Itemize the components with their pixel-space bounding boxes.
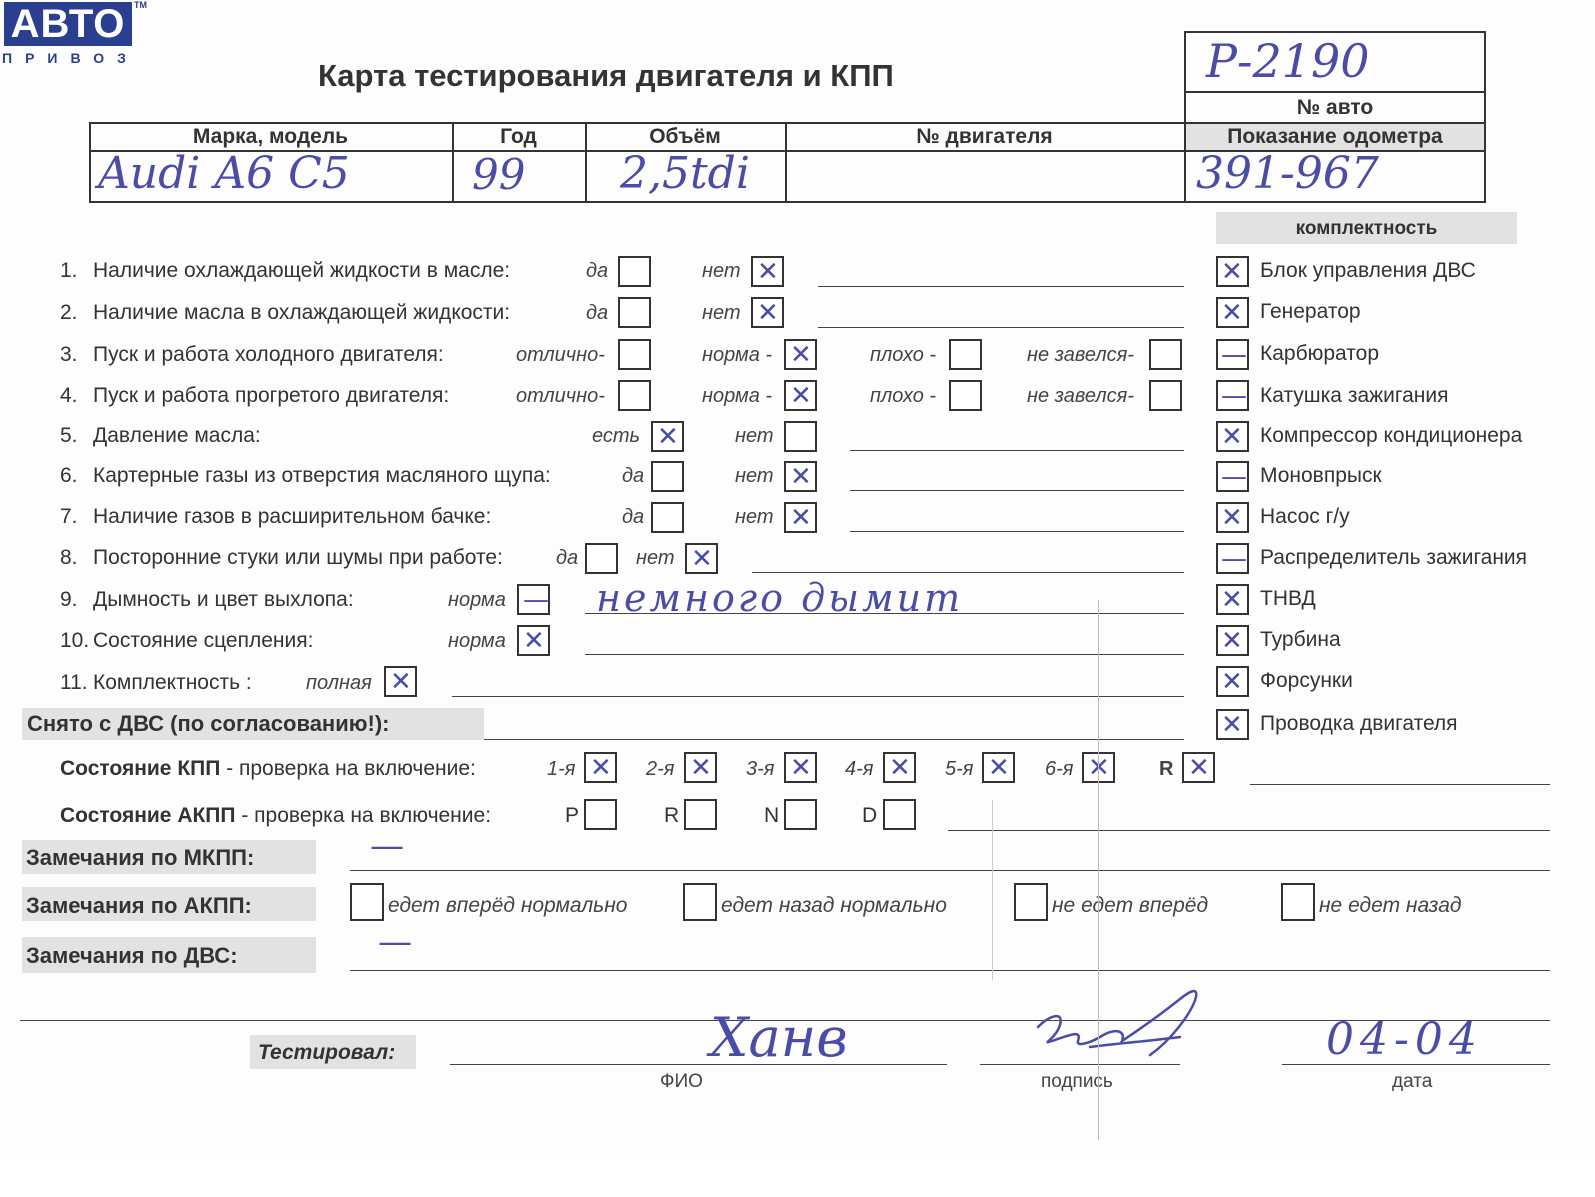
exhaust-note-value: немного дымит [596,576,964,620]
fio-label: ФИО [660,1071,703,1092]
completeness-mark: ✕ [1221,503,1243,533]
removed-label: Снято с ДВС (по согласованию!): [27,711,390,736]
check-mark: ✕ [790,340,812,370]
logo-subtitle: ПРИВОЗ [2,50,139,66]
check-label: Дымность и цвет выхлопа: [93,588,354,611]
option-label: да [586,302,609,324]
option-label: нет [735,425,774,447]
check-number: 5. [60,424,78,447]
completeness-item-label: Генератор [1260,300,1361,323]
car-number-value: Р-2190 [1206,34,1370,88]
completeness-item-label: Моновпрыск [1260,464,1382,487]
option-label: да [556,547,579,569]
gear-mark: ✕ [988,753,1010,783]
completeness-item-label: Насос г/у [1260,505,1350,528]
check-option-a-checkbox[interactable] [651,461,684,492]
check-option-d-checkbox[interactable] [1149,339,1182,370]
gear-mark: ✕ [1188,753,1210,783]
check-label: Пуск и работа холодного двигателя: [93,343,444,366]
completeness-mark: ✕ [1221,422,1243,452]
option-label: отлично- [516,344,605,366]
check-notes-line [585,654,1184,655]
remark-forward-ok-checkbox[interactable] [350,883,384,921]
gear-mark: ✕ [889,753,911,783]
completeness-item-label: Турбина [1260,628,1341,651]
akpp-mode-checkbox[interactable] [784,799,817,830]
signature-line [980,1064,1180,1065]
option-label: да [622,506,645,528]
tested-label: Тестировал: [258,1041,396,1064]
option-label: плохо - [870,344,937,366]
gear-label: 3-я [746,758,775,780]
check-mark: ✕ [757,257,779,287]
check-mark: ✕ [390,667,412,697]
option-label: да [586,260,609,282]
check-option-a-checkbox[interactable] [618,380,651,411]
completeness-item-label: Компрессор кондиционера [1260,424,1523,447]
check-mark: ✕ [790,462,812,492]
akpp-mode-label: R [664,804,680,827]
completeness-mark: — [1221,462,1247,492]
option-label: не завелся- [1027,344,1134,366]
remark-no-forward-checkbox[interactable] [1014,883,1048,921]
remarks-dvs-line [350,970,1550,971]
option-label: норма - [702,344,773,366]
akpp-mode-checkbox[interactable] [584,799,617,830]
check-notes-line [818,286,1184,287]
kpp-notes-line [1250,784,1550,785]
check-number: 3. [60,343,78,366]
completeness-mark: ✕ [1221,298,1243,328]
option-label: отлично- [516,385,605,407]
gear-mark: ✕ [690,753,712,783]
logo: АВТО [4,2,132,46]
option-label: норма [448,589,506,611]
check-number: 9. [60,588,78,611]
check-label: Наличие масла в охлаждающей жидкости: [93,301,511,324]
completeness-mark: ✕ [1221,710,1243,740]
removed-line [484,739,1184,740]
remark-backward-ok-checkbox[interactable] [683,883,717,921]
option-label: нет [735,465,774,487]
test-date-value: 04-04 [1326,1014,1483,1065]
gear-label: 2-я [646,758,675,780]
check-number: 8. [60,546,78,569]
akpp-mode-label: D [862,804,878,827]
akpp-mode-label: N [764,804,780,827]
gear-label: 6-я [1045,758,1074,780]
check-option-d-checkbox[interactable] [1149,380,1182,411]
scan-fold-line [1098,600,1099,1140]
remarks-mkpp-line [350,870,1550,871]
option-label: нет [636,547,675,569]
car-number-label: № авто [1296,96,1374,119]
volume-value: 2,5tdi [620,148,750,199]
check-number: 6. [60,464,78,487]
date-label: дата [1392,1071,1433,1092]
check-number: 1. [60,259,78,282]
check-option-a-checkbox[interactable] [651,502,684,533]
option-label: норма [448,630,506,652]
completeness-mark: — [1221,381,1247,411]
completeness-mark: — [1221,544,1247,574]
check-mark: — [523,585,549,615]
option-label: нет [735,506,774,528]
completeness-mark: ✕ [1221,626,1243,656]
option-label: полная [306,672,372,694]
option-label: норма - [702,385,773,407]
check-label: Давление масла: [93,424,261,447]
check-mark: ✕ [790,381,812,411]
check-mark: ✕ [790,503,812,533]
akpp-mode-checkbox[interactable] [684,799,717,830]
completeness-item-label: Катушка зажигания [1260,384,1449,407]
signature-image [1030,985,1210,1065]
option-label: не завелся- [1027,385,1134,407]
check-notes-line [850,490,1184,491]
remarks-akpp-label: Замечания по АКПП: [26,893,252,918]
check-mark: ✕ [757,298,779,328]
completeness-item-label: Карбюратор [1260,342,1380,365]
remark-no-backward-checkbox[interactable] [1281,883,1315,921]
gear-label: 5-я [945,758,974,780]
completeness-mark: — [1221,340,1247,370]
remarks-dvs-label: Замечания по ДВС: [26,943,238,968]
option-label: есть [592,425,641,447]
akpp-label [60,804,491,828]
make-model-value: Audi A6 C5 [98,148,350,199]
gear-label: 1-я [547,758,576,780]
check-option-a-checkbox[interactable] [618,339,651,370]
remarks-mkpp-label: Замечания по МКПП: [26,845,255,870]
completeness-mark: ✕ [1221,585,1243,615]
kpp-label-bold: Состояние КПП [60,757,221,780]
completeness-item-label: Проводка двигателя [1260,712,1458,735]
completeness-mark: ✕ [1221,257,1243,287]
gear-mark: ✕ [790,753,812,783]
completeness-mark: ✕ [1221,667,1243,697]
check-option-c-checkbox[interactable] [949,380,982,411]
completeness-item-label: Форсунки [1260,669,1353,692]
akpp-mode-checkbox[interactable] [883,799,916,830]
completeness-item-label: Распределитель зажигания [1260,546,1528,569]
check-option-b-checkbox[interactable] [784,421,817,452]
completeness-item-label: Блок управления ДВС [1260,259,1476,282]
check-option-c-checkbox[interactable] [949,339,982,370]
year-value: 99 [472,150,526,199]
check-mark: ✕ [523,626,545,656]
check-notes-line [585,613,1184,614]
check-notes-line [850,531,1184,532]
akpp-notes-line [948,830,1550,831]
gear-mark: ✕ [1088,753,1110,783]
gear-label: R [1159,758,1174,780]
check-label: Наличие охлаждающей жидкости в масле: [93,259,511,282]
check-mark: ✕ [657,422,679,452]
check-label: Наличие газов в расширительном бачке: [93,505,492,528]
remark-forward-ok-label: едет вперёд нормально [388,894,628,917]
check-option-a-checkbox[interactable] [618,297,651,328]
header-odometer: Показание одометра [1227,125,1443,148]
remarks-dvs-value: — [378,922,412,962]
check-number: 2. [60,301,78,324]
check-number: 11. [60,671,88,694]
fio-line [450,1064,947,1065]
akpp-label-rest: - проверка на включение: [235,804,492,827]
remark-no-backward-label: не едет назад [1319,894,1462,917]
check-option-a-checkbox[interactable] [585,543,618,574]
signature-label: подпись [1041,1071,1113,1092]
date-line [1282,1064,1550,1065]
check-option-a-checkbox[interactable] [618,256,651,287]
check-mark: ✕ [691,544,713,574]
remark-no-forward-label: не едет вперёд [1052,894,1209,917]
check-label: Состояние сцепления: [93,629,314,652]
odometer-value: 391-967 [1196,148,1379,199]
kpp-label [60,757,476,781]
option-label: плохо - [870,385,937,407]
gear-label: 4-я [845,758,874,780]
check-notes-line [818,327,1184,328]
tester-fio-value: Ханв [710,1006,848,1069]
check-label: Комплектность : [93,671,252,694]
header-make-model: Марка, модель [192,125,349,148]
logo-tm: TM [134,0,147,10]
page-title: Карта тестирования двигателя и КПП [318,58,894,93]
check-number: 10. [60,629,90,652]
gear-mark: ✕ [590,753,612,783]
check-number: 4. [60,384,78,407]
check-notes-line [752,572,1184,573]
option-label: нет [702,302,741,324]
akpp-label-bold: Состояние АКПП [60,804,236,827]
remark-backward-ok-label: едет назад нормально [721,894,947,917]
option-label: нет [702,260,741,282]
header-year: Год [500,125,537,148]
check-notes-line [850,450,1184,451]
check-label: Картерные газы из отверстия масляного щупа: [93,464,551,487]
check-notes-line [452,696,1184,697]
remarks-mkpp-value: — [370,826,404,866]
check-number: 7. [60,505,78,528]
akpp-mode-label: P [565,804,580,827]
kpp-label-rest: - проверка на включение: [220,757,476,780]
completeness-item-label: ТНВД [1260,587,1316,610]
check-label: Посторонние стуки или шумы при работе: [93,546,503,569]
header-engine-number: № двигателя [916,125,1053,148]
header-volume: Объём [649,125,721,148]
completeness-title: комплектность [1295,218,1438,239]
check-label: Пуск и работа прогретого двигателя: [93,384,450,407]
option-label: да [622,465,645,487]
scan-fold-line [992,800,993,980]
